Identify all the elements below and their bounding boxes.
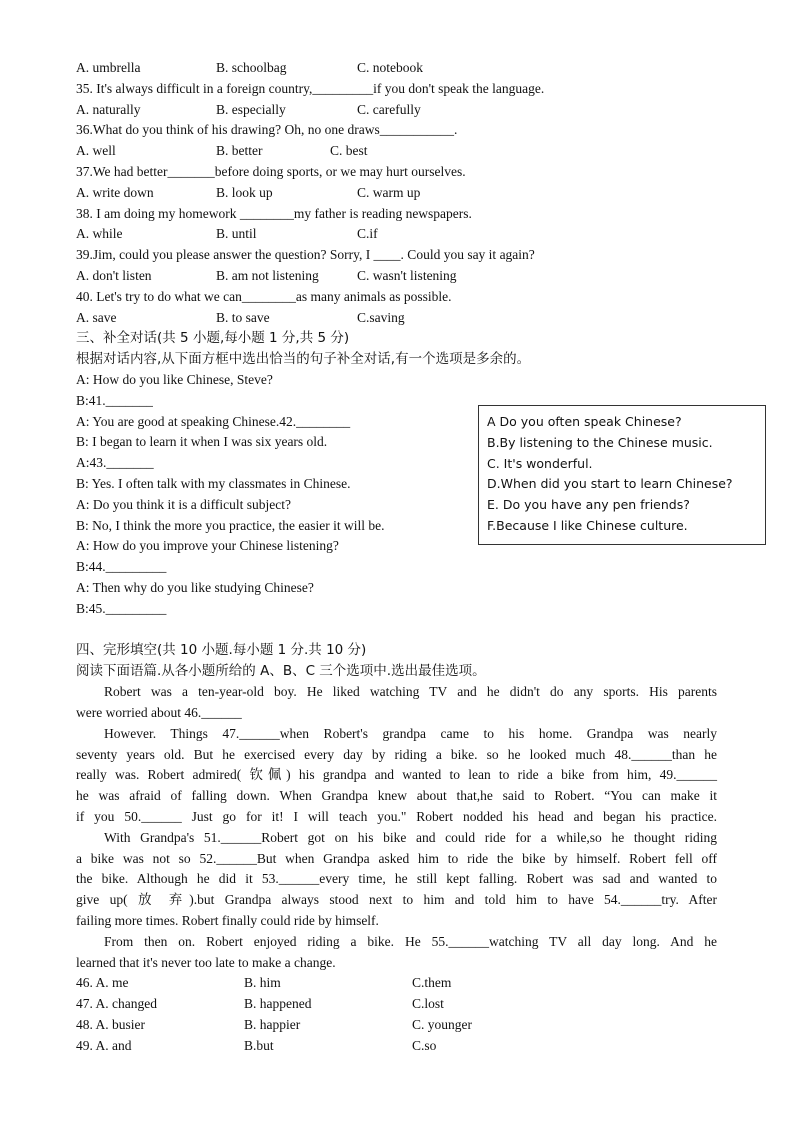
question-option-b: B. happier [244,1017,301,1032]
dialogue-line: B:45._________ [76,601,167,616]
passage-line: the bike. Although he did it 53.______every time, he still kept falling. Robert was sad and wanted to [76,871,717,886]
option-a: A. well [76,143,116,158]
question-38-stem: 38. I am doing my homework ________my father is reading newspapers. [76,206,472,221]
passage-line: However. Things 47.______when Robert's grandpa came to his home. Grandpa was nearly [104,726,717,741]
option-b: B. until [216,226,257,241]
passage-line: learned that it's never too late to make a change. [76,955,336,970]
dialogue-line: A: How do you improve your Chinese listening? [76,538,339,553]
question-option-b: B. happened [244,996,312,1011]
passage-line: a bike was not so 52.______But when Grandpa asked him to ride the bike by himself. Robert fell off [76,851,717,866]
option-c: C.if [357,226,378,241]
question-37-stem: 37.We had better_______before doing sports, or we may hurt ourselves. [76,164,466,179]
section-4-instruction: 阅读下面语篇.从各小题所给的 A、B、C 三个选项中.选出最佳选项。 [76,663,486,679]
option-a: A. while [76,226,123,241]
question-39-stem: 39.Jim, could you please answer the question? Sorry, I ____. Could you say it again? [76,247,535,262]
question-option-c: C. younger [412,1017,472,1032]
dialogue-line: B:41._______ [76,393,153,408]
box-option: C. It's wonderful. [487,455,593,471]
option-c: C. warm up [357,185,421,200]
option-a: A. write down [76,185,154,200]
section-3-instruction: 根据对话内容,从下面方框中选出恰当的句子补全对话,有一个选项是多余的。 [76,351,531,367]
question-option-b: B.but [244,1038,274,1053]
section-3-title: 三、补全对话(共 5 小题,每小题 1 分,共 5 分) [76,330,350,346]
option-a: A. save [76,310,117,325]
question-option-a: 48. A. busier [76,1017,145,1032]
dialogue-line: A: How do you like Chinese, Steve? [76,372,273,387]
box-option: F.Because I like Chinese culture. [487,517,688,533]
dialogue-line: B: No, I think the more you practice, the easier it will be. [76,518,385,533]
passage-line: With Grandpa's 51.______Robert got on his bike and could ride for a while,so he thought riding [104,830,717,845]
passage-line: if you 50.______ Just go for it! I will teach you." Robert nodded his head and began his practice. [76,809,717,824]
option-b: B. better [216,143,263,158]
question-option-c: C.them [412,975,452,990]
options-box [478,405,766,545]
option-a: A. naturally [76,102,141,117]
question-36-stem: 36.What do you think of his drawing? Oh, no one draws___________. [76,122,458,137]
dialogue-line: A:43._______ [76,455,154,470]
question-option-a: 46. A. me [76,975,129,990]
passage-line: give up( 放 弃).but Grandpa always stood next to him and told him to have 54.______try. After [76,892,717,907]
passage-line: he was afraid of falling down. When Grandpa knew about that,he said to Robert. “You can make it [76,788,717,803]
passage-line: failing more times. Robert finally could ride by himself. [76,913,379,928]
question-option-c: C.so [412,1038,437,1053]
option-a: A. don't listen [76,268,152,283]
section-4-title: 四、完形填空(共 10 小题.每小题 1 分.共 10 分) [76,642,367,658]
dialogue-line: B: I began to learn it when I was six years old. [76,434,328,449]
option-b: B. especially [216,102,286,117]
dialogue-line: A: Do you think it is a difficult subject? [76,497,291,512]
option-c: C. carefully [357,102,421,117]
question-40-stem: 40. Let's try to do what we can________as many animals as possible. [76,289,452,304]
dialogue-line: B:44._________ [76,559,167,574]
option-b: B. look up [216,185,273,200]
question-option-a: 47. A. changed [76,996,157,1011]
passage-line: were worried about 46.______ [76,705,242,720]
option-b: B. am not listening [216,268,319,283]
passage-line: Robert was a ten-year-old boy. He liked watching TV and he didn't do any sports. His parents [104,684,717,699]
option-b: B. schoolbag [216,60,287,75]
dialogue-line: A: You are good at speaking Chinese.42.________ [76,414,351,429]
passage-line: From then on. Robert enjoyed riding a bike. He 55.______watching TV all day long. And he [104,934,717,949]
option-c: C. notebook [357,60,423,75]
dialogue-line: B: Yes. I often talk with my classmates in Chinese. [76,476,351,491]
option-c: C.saving [357,310,405,325]
question-option-b: B. him [244,975,281,990]
passage-line: seventy years old. But he exercised every day by riding a bike. so he looked much 48.______than he [76,747,717,762]
question-option-a: 49. A. and [76,1038,132,1053]
option-b: B. to save [216,310,270,325]
passage-line: really was. Robert admired( 钦佩) his grandpa and wanted to lean to ride a bike from him, 49.______ [76,767,717,782]
option-a: A. umbrella [76,60,141,75]
box-option: B.By listening to the Chinese music. [487,434,713,450]
option-c: C. best [330,143,368,158]
question-option-c: C.lost [412,996,444,1011]
dialogue-line: A: Then why do you like studying Chinese? [76,580,314,595]
box-option: A Do you often speak Chinese? [487,414,682,429]
box-option: D.When did you start to learn Chinese? [487,476,733,492]
option-c: C. wasn't listening [357,268,457,283]
question-35-stem: 35. It's always difficult in a foreign country,_________if you don't speak the language. [76,81,545,96]
box-option: E. Do you have any pen friends? [487,497,690,513]
